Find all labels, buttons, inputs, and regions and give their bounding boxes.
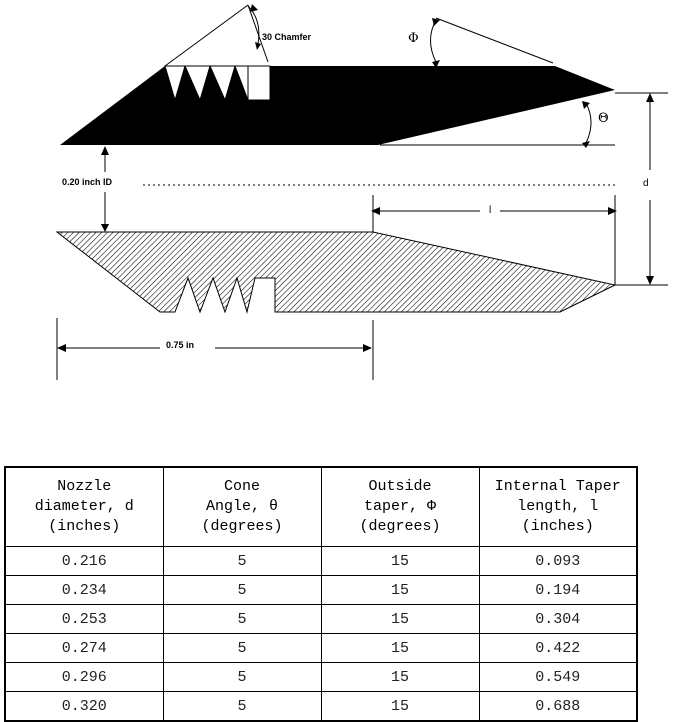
cell-diameter: 0.320 [5,692,163,722]
cell-diameter: 0.234 [5,576,163,605]
diameter-label: d [643,178,649,189]
cell-cone-angle: 5 [163,576,321,605]
cell-cone-angle: 5 [163,605,321,634]
id-label: 0.20 inch ID [62,177,113,187]
cell-outside-taper: 15 [321,692,479,722]
cell-taper-length: 0.549 [479,663,637,692]
cell-outside-taper: 15 [321,634,479,663]
header-cone-angle: Cone Angle, θ (degrees) [163,467,321,547]
header-outside-taper: Outside taper, Φ (degrees) [321,467,479,547]
lower-nozzle-wall [57,232,615,312]
table-row [5,576,637,605]
cell-cone-angle: 5 [163,547,321,576]
cell-outside-taper: 15 [321,663,479,692]
table-header-row [5,467,637,547]
cell-taper-length: 0.304 [479,605,637,634]
length-075-label: 0.75 in [166,340,195,350]
cell-diameter: 0.296 [5,663,163,692]
cell-outside-taper: 15 [321,576,479,605]
cell-taper-length: 0.422 [479,634,637,663]
table-row [5,692,637,722]
chamfer-dimension [165,4,312,66]
cell-taper-length: 0.194 [479,576,637,605]
cell-cone-angle: 5 [163,692,321,722]
nozzle-spec-table [4,466,638,722]
table-row [5,634,637,663]
cone-angle-symbol: Θ [598,111,609,126]
cell-diameter: 0.216 [5,547,163,576]
id-dimension [62,146,113,232]
length-label: l [489,205,492,216]
header-internal-taper-length: Internal Taper length, l (inches) [479,467,637,547]
outside-taper-dimension [408,18,553,68]
cell-taper-length: 0.093 [479,547,637,576]
cell-cone-angle: 5 [163,634,321,663]
cell-cone-angle: 5 [163,663,321,692]
header-nozzle-diameter: Nozzle diameter, d (inches) [5,467,163,547]
cell-diameter: 0.253 [5,605,163,634]
table-row [5,547,637,576]
diameter-dimension [615,93,668,285]
cell-outside-taper: 15 [321,605,479,634]
chamfer-label: 30 Chamfer [262,32,312,42]
outside-taper-symbol: Φ [408,31,419,46]
upper-nozzle-wall [60,66,615,145]
cell-taper-length: 0.688 [479,692,637,722]
table-row [5,663,637,692]
table-row [5,605,637,634]
length-075-dimension [57,318,373,380]
cell-outside-taper: 15 [321,547,479,576]
cell-diameter: 0.274 [5,634,163,663]
